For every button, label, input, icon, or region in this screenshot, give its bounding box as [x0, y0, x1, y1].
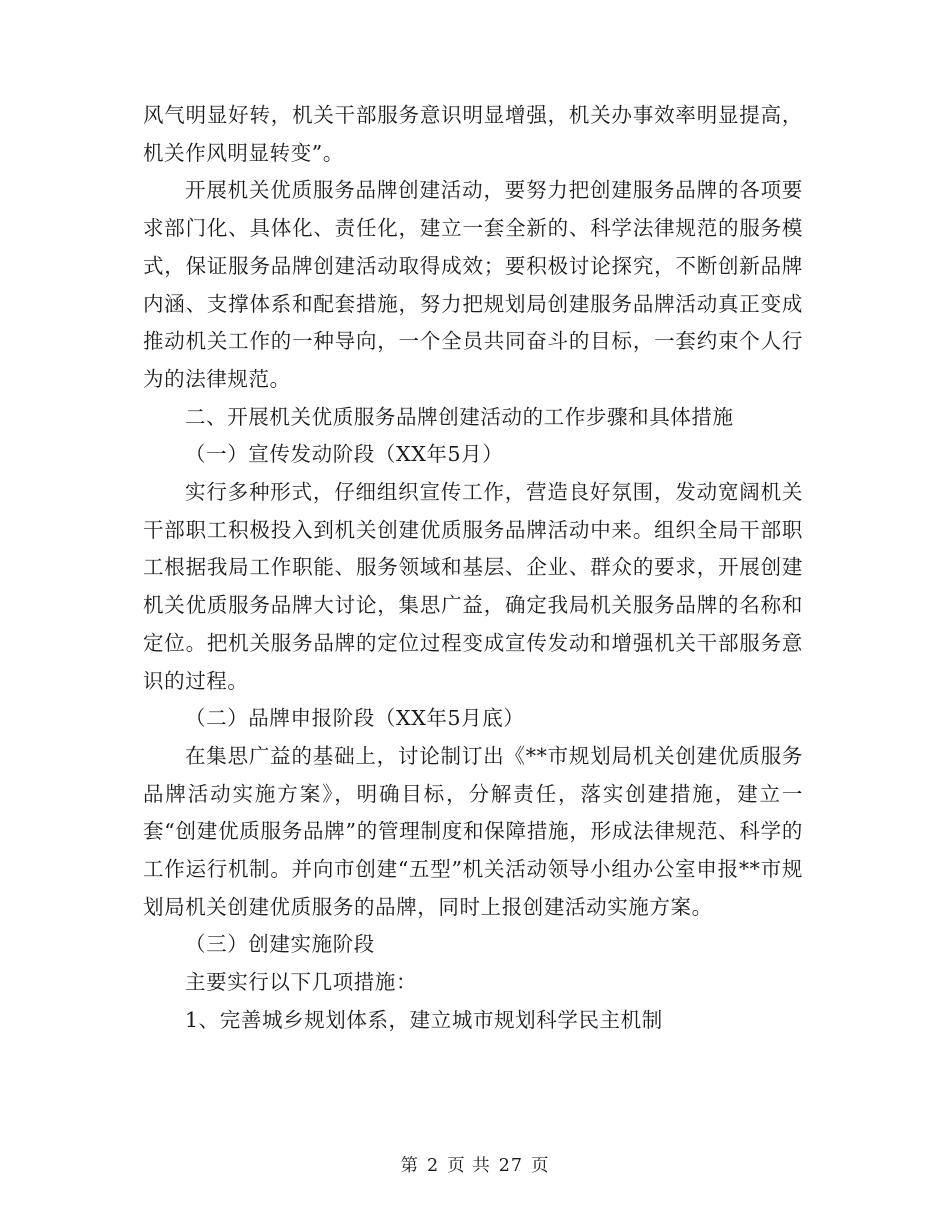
- paragraph-2: 开展机关优质服务品牌创建活动，要努力把创建服务品牌的各项要求部门化、具体化、责任化，建立一套全新的、科学法律规范的服务模式，保证服务品牌创建活动取得成效；要积极讨论探究，不断创新品牌内涵、支撑体系和配套措施，努力把规划局创建服务品牌活动真正变成推动机关工作的一种导向，一个全员共同奋斗的目标，一套约束个人行为的法律规范。: [143, 178, 803, 391]
- paragraph-4: 在集思广益的基础上，讨论制订出《**市规划局机关创建优质服务品牌活动实施方案》，明确目标，分解责任，落实创建措施，建立一套“创建优质服务品牌”的管理制度和保障措施，形成法律规范、科学的工作运行机制。并向市创建“五型”机关活动领导小组办公室申报**市规划局机关创建优质服务的品牌，同时上报创建活动实施方案。: [143, 743, 803, 919]
- subsection-heading-2: （二）品牌申报阶段（XX年5月底）: [185, 706, 525, 731]
- paragraph-1: 风气明显好转，机关干部服务意识明显增强，机关办事效率明显提高，机关作风明显转变”。: [143, 103, 803, 165]
- page-footer: [0, 1152, 950, 1177]
- document-body: [143, 97, 803, 1040]
- page-total: 27: [498, 1156, 523, 1176]
- page-number: 2: [427, 1156, 440, 1176]
- paragraph-3: 实行多种形式，仔细组织宣传工作，营造良好氛围，发动宽阔机关干部职工积极投入到机关创建优质服务品牌活动中来。组织全局干部职工根据我局工作职能、服务领域和基层、企业、群众的要求，开展创建机关优质服务品牌大讨论，集思广益，确定我局机关服务品牌的名称和定位。把机关服务品牌的定位过程变成宣传发动和增强机关干部服务意识的过程。: [143, 480, 803, 693]
- subsection-heading-3: （三）创建实施阶段: [185, 932, 375, 957]
- footer-suffix: 页: [531, 1156, 550, 1176]
- section-heading-2: 二、开展机关优质服务品牌创建活动的工作步骤和具体措施: [185, 404, 734, 429]
- list-item-1: 1、完善城乡规划体系，建立城市规划科学民主机制: [185, 1007, 663, 1032]
- paragraph-5: 主要实行以下几项措施：: [185, 970, 418, 995]
- footer-middle: 页 共: [447, 1156, 491, 1176]
- footer-prefix: 第: [400, 1156, 419, 1176]
- subsection-heading-1: （一）宣传发动阶段（XX年5月）: [185, 442, 504, 467]
